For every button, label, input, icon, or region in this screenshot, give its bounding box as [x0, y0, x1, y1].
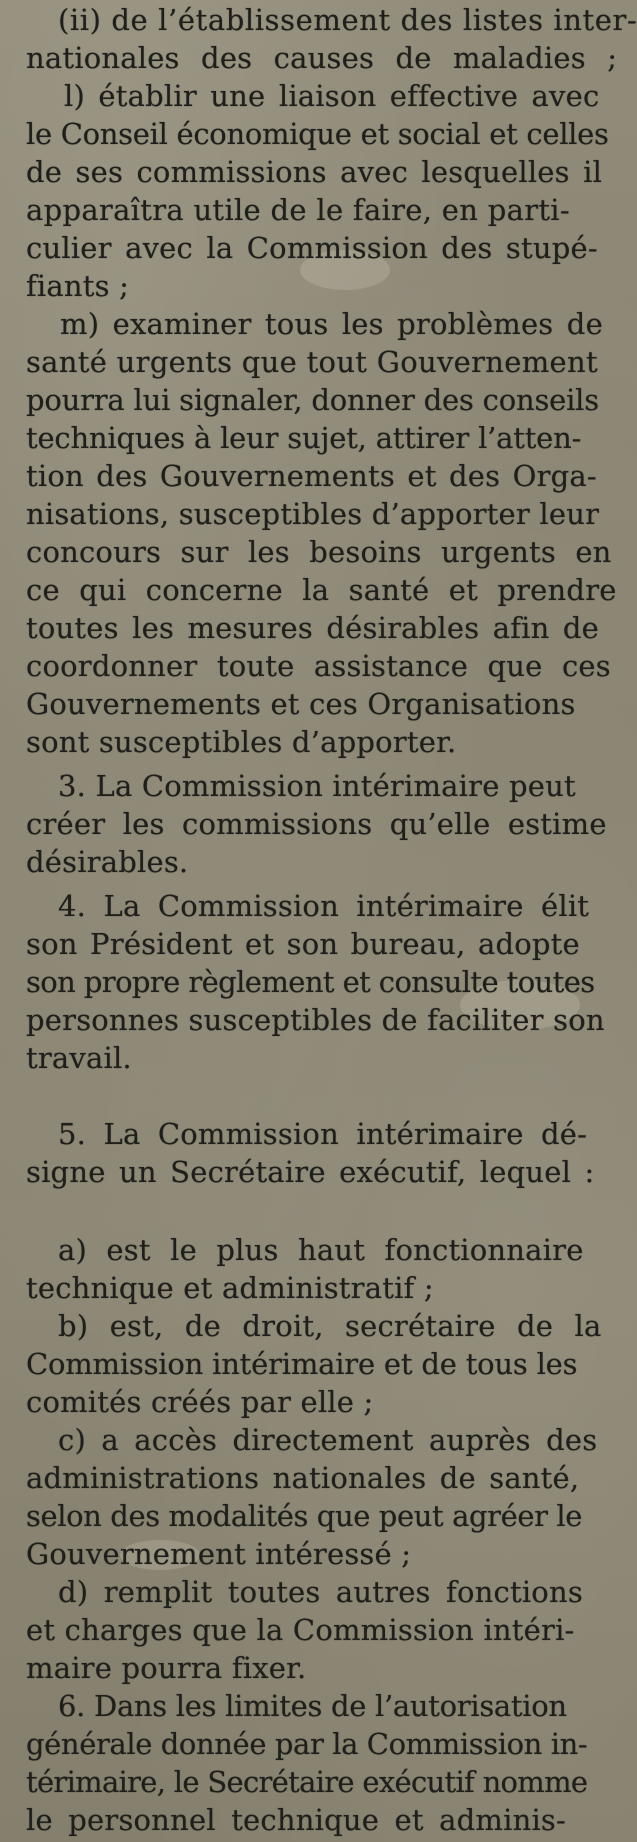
text-line: travail. [26, 1041, 132, 1075]
text-line: son Président et son bureau, adopte [26, 927, 580, 961]
text-line: et charges que la Commission intéri- [26, 1613, 575, 1647]
text-line: 4. La Commission intérimaire élit [58, 889, 590, 923]
text-line: Gouvernements et ces Organisations [26, 687, 576, 721]
text-line: maire pourra fixer. [26, 1651, 307, 1685]
text-line: d) remplit toutes autres fonctions [58, 1575, 583, 1609]
text-line: pourra lui signaler, donner des conseils [26, 383, 599, 417]
text-line: 6. Dans les limites de l’autorisation [58, 1689, 567, 1723]
text-line: fiants ; [26, 269, 130, 303]
text-line: coordonner toute assistance que ces [26, 649, 611, 683]
text-line: de ses commissions avec lesquelles il [26, 155, 603, 189]
text-line: culier avec la Commission des stupé- [26, 231, 598, 265]
text-line: personnes susceptibles de faciliter son [26, 1003, 605, 1037]
text-line: c) a accès directement auprès des [58, 1423, 598, 1457]
text-line: 3. La Commission intérimaire peut [58, 769, 576, 803]
text-line: concours sur les besoins urgents en [26, 535, 612, 569]
text-line: techniques à leur sujet, attirer l’atten- [26, 421, 582, 455]
text-line: m) examiner tous les problèmes de [60, 307, 603, 341]
text-line: santé urgents que tout Gouvernement [26, 345, 598, 379]
text-line: selon des modalités que peut agréer le [26, 1499, 583, 1533]
text-line: a) est le plus haut fonctionnaire [58, 1233, 584, 1267]
text-line: Gouvernement intéressé ; [26, 1537, 412, 1571]
text-line: térimaire, le Secrétaire exécutif nomme [26, 1765, 588, 1799]
text-line: signe un Secrétaire exécutif, lequel : [26, 1155, 595, 1189]
text-line: générale donnée par la Commission in- [26, 1727, 588, 1761]
text-line: son propre règlement et consulte toutes [26, 965, 595, 999]
text-line: l) établir une liaison effective avec [64, 79, 600, 113]
text-line: créer les commissions qu’elle estime [26, 807, 607, 841]
text-line: 5. La Commission intérimaire dé- [58, 1117, 588, 1151]
text-line: comités créés par elle ; [26, 1385, 374, 1419]
text-line: sont susceptibles d’apporter. [26, 725, 457, 759]
text-line: nisations, susceptibles d’apporter leur [26, 497, 600, 531]
text-line: ce qui concerne la santé et prendre [26, 573, 617, 607]
text-line: administrations nationales de santé, [26, 1461, 580, 1495]
text-line: toutes les mesures désirables afin de [26, 611, 600, 645]
text-line: Commission intérimaire et de tous les [26, 1347, 578, 1381]
text-line: b) est, de droit, secrétaire de la [58, 1309, 602, 1343]
text-line: (ii) de l’établissement des listes inter- [58, 3, 637, 37]
text-line: nationales des causes de maladies ; [26, 41, 618, 75]
text-line: technique et administratif ; [26, 1271, 434, 1305]
text-line: tion des Gouvernements et des Orga- [26, 459, 597, 493]
text-line: le Conseil économique et social et celles [26, 117, 609, 151]
text-line: le personnel technique et adminis- [26, 1803, 566, 1837]
text-line: apparaîtra utile de le faire, en parti- [26, 193, 570, 227]
text-line: désirables. [26, 845, 189, 879]
